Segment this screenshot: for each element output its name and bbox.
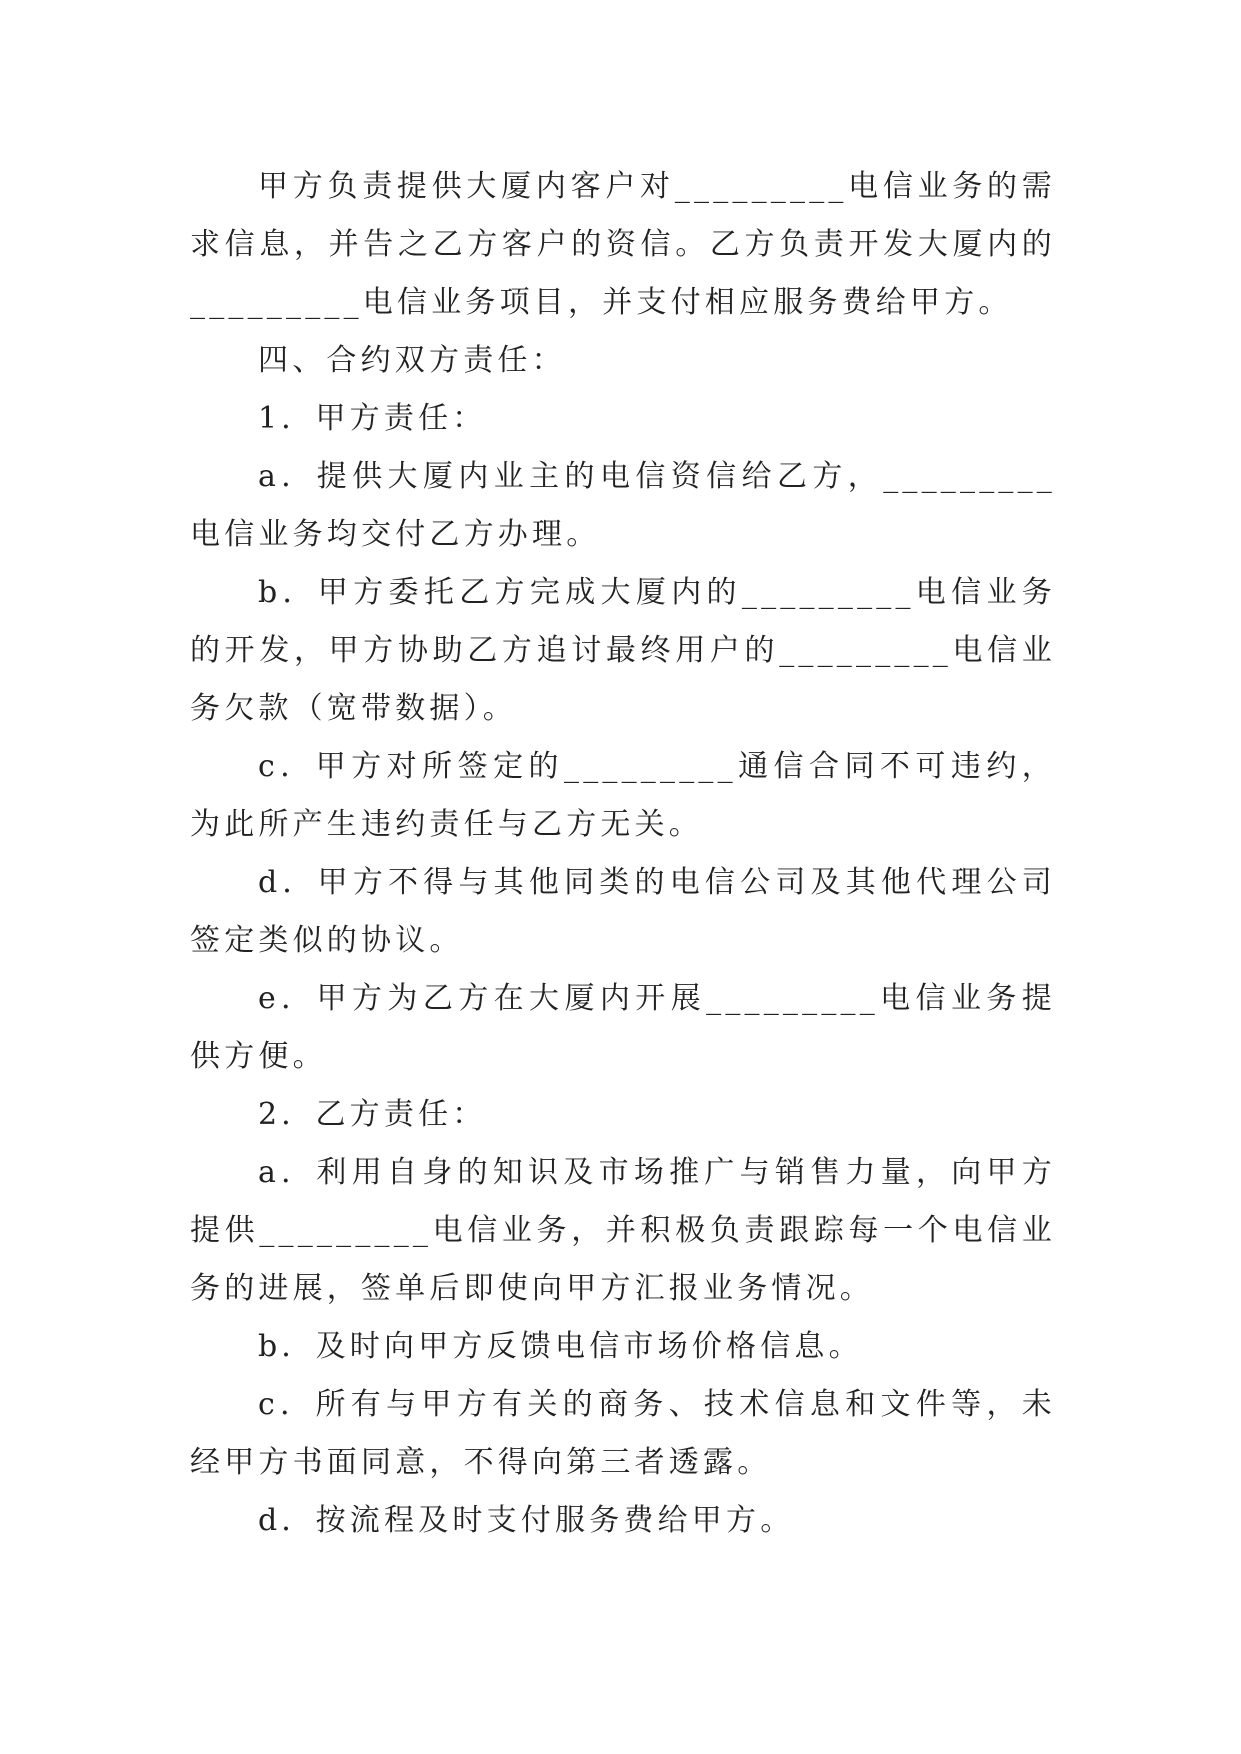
clause-party-b-a: a．利用自身的知识及市场推广与销售力量，向甲方提供_________电信业务，并积极负责跟踪每一个电信业务的进展，签单后即使向甲方汇报业务情况。 [190, 1155, 1056, 1306]
clause-party-a-e: e．甲方为乙方在大厦内开展_________电信业务提供方便。 [190, 981, 1056, 1074]
subheading-party-b: 2．乙方责任： [258, 1097, 487, 1132]
document-body [190, 158, 1056, 1550]
clause-party-a-b: b．甲方委托乙方完成大厦内的_________电信业务的开发，甲方协助乙方追讨最终用户的_________电信业务欠款（宽带数据）。 [190, 575, 1056, 726]
clause-party-b-b: b．及时向甲方反馈电信市场价格信息。 [258, 1329, 863, 1364]
section-heading-responsibilities: 四、合约双方责任： [258, 343, 566, 378]
clause-party-b-c: c．所有与甲方有关的商务、技术信息和文件等，未经甲方书面同意，不得向第三者透露。 [190, 1387, 1056, 1480]
subheading-party-a: 1．甲方责任： [258, 401, 487, 436]
clause-party-a-a: a．提供大厦内业主的电信资信给乙方，_________电信业务均交付乙方办理。 [190, 459, 1056, 552]
paragraph-service-intro: 甲方负责提供大厦内客户对_________电信业务的需求信息，并告之乙方客户的资信。乙方负责开发大厦内的_________电信业务项目，并支付相应服务费给甲方。 [190, 169, 1056, 320]
clause-party-b-d: d．按流程及时支付服务费给甲方。 [258, 1503, 795, 1538]
clause-party-a-d: d．甲方不得与其他同类的电信公司及其他代理公司签定类似的协议。 [190, 865, 1056, 958]
clause-party-a-c: c．甲方对所签定的_________通信合同不可违约，为此所产生违约责任与乙方无关。 [190, 749, 1056, 842]
